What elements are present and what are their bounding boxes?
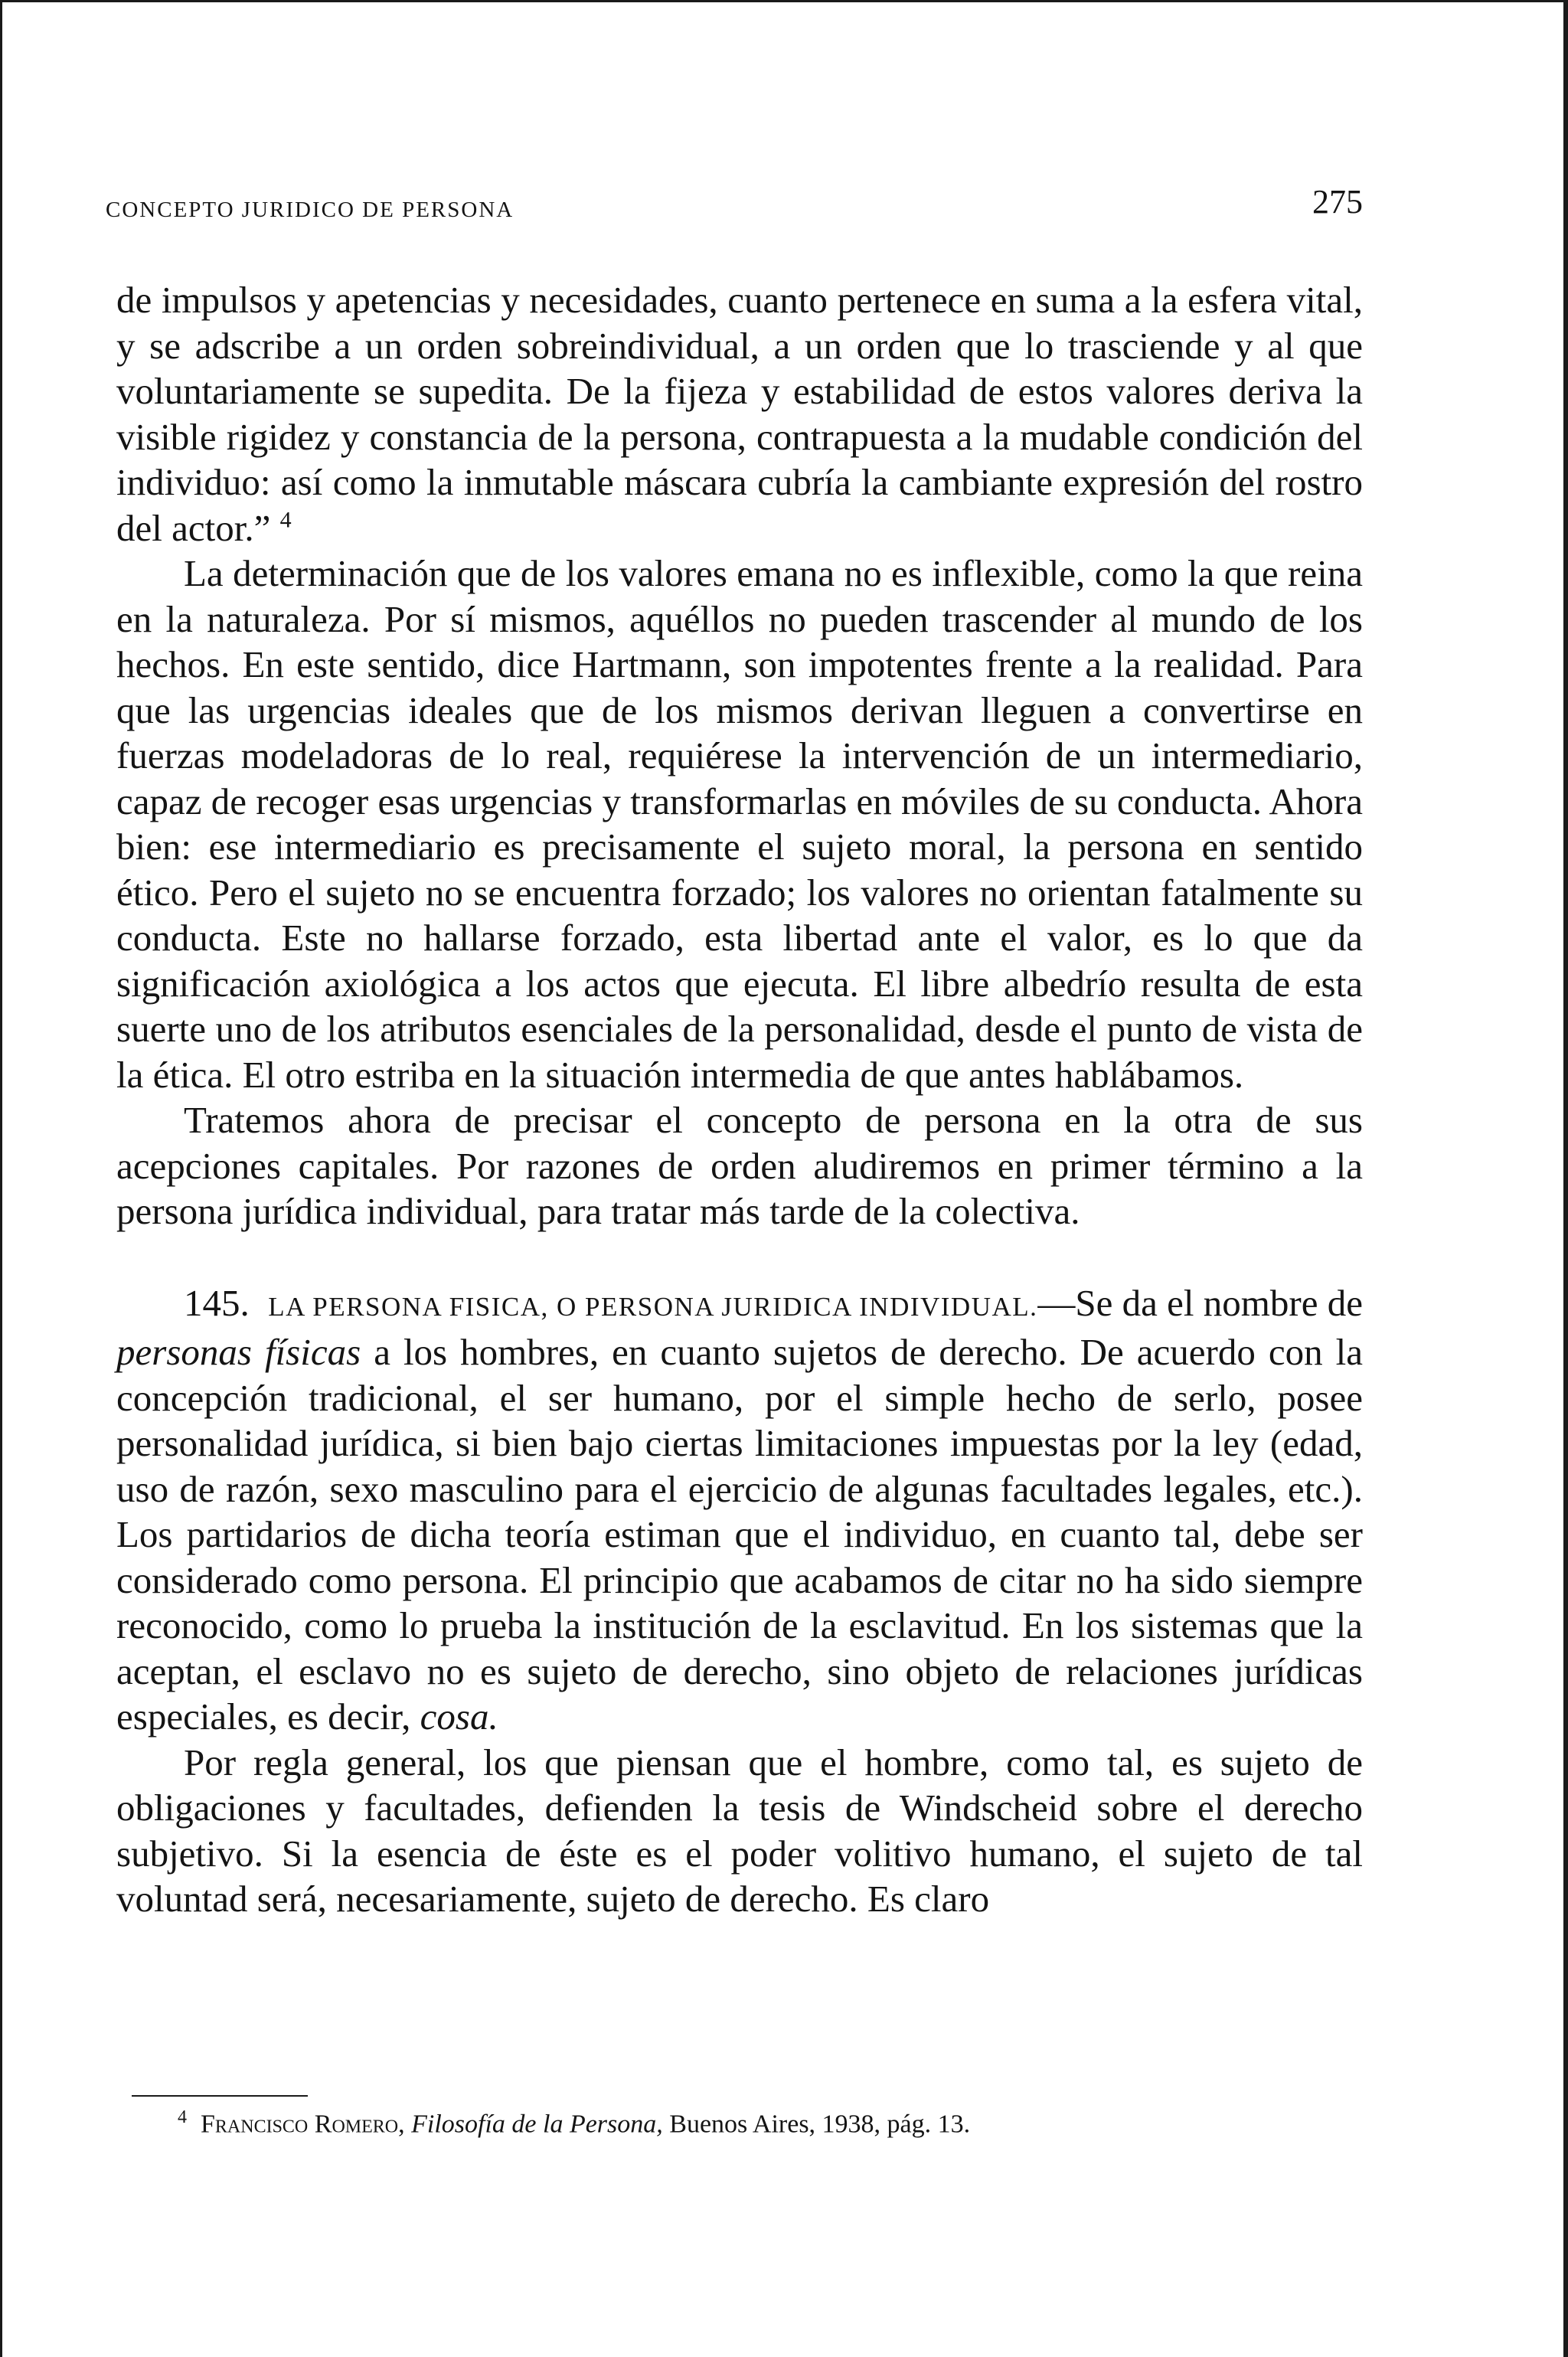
section-number: 145.	[184, 1281, 250, 1324]
page-header	[106, 182, 1363, 228]
paragraph-continued	[116, 277, 1363, 551]
footnote-number: 4	[178, 2107, 187, 2127]
section-heading: LA PERSONA FISICA, O PERSONA JURIDICA INDIVIDUAL.	[268, 1291, 1038, 1322]
running-head: CONCEPTO JURIDICO DE PERSONA	[106, 198, 514, 222]
paragraph: Por regla general, los que piensan que el hombre, como tal, es sujeto de obligaciones y facultades, defienden la tesis de Windscheid sobre el derecho subjetivo. Si la esencia de éste es el poder volitivo humano, el sujeto de tal voluntad será, necesariamente, sujeto de derecho. Es claro	[116, 1741, 1363, 1920]
section-text: Se da el nombre de	[1075, 1281, 1364, 1324]
emphasis-text: personas físicas	[116, 1331, 361, 1373]
page-number: 275	[1312, 183, 1363, 221]
body-text	[116, 277, 1363, 1922]
scan-frame-right	[1563, 0, 1568, 2357]
footnote	[178, 2107, 1372, 2139]
footnote-publication: Buenos Aires, 1938, pág. 13.	[669, 2110, 971, 2139]
section-145	[116, 1280, 1363, 1922]
section-paragraph	[116, 1280, 1363, 1740]
em-dash: —	[1037, 1281, 1076, 1324]
section-text: a los hombres, en cuanto sujetos de derecho. De acuerdo con la concepción tradicional, el ser humano, por el simple hecho de serlo, posee personalidad jurídica, si bien bajo ciertas limitaciones impuestas por la ley (edad, uso de razón, sexo masculino para el ejercicio de algunas facultades legales, etc.). Los partidarios de dicha teoría estiman que el individuo, en cuanto tal, debe ser considerado como persona. El principio que acabamos de citar no ha sido siempre reconocido, como lo prueba la institución de la esclavitud. En los sistemas que la aceptan, el esclavo no es sujeto de derecho, sino objeto de relaciones jurídicas especiales, es decir,	[116, 1331, 1363, 1738]
footnote-author: Francisco Romero,	[201, 2110, 405, 2139]
footnote-reference: 4	[279, 507, 292, 533]
paragraph: Tratemos ahora de precisar el concepto de persona en la otra de sus acepciones capitales. Por razones de orden aludiremos en primer término a la persona jurídica individual, para tratar más tarde de la colectiva.	[116, 1099, 1363, 1232]
scan-frame-top	[0, 0, 1568, 2]
emphasis-text: cosa.	[420, 1695, 498, 1738]
scan-frame-left	[0, 0, 2, 2357]
paragraph-text: de impulsos y apetencias y necesidades, cuanto pertenece en suma a la esfera vital, y se adscribe a un orden sobreindividual, a un orden que lo trasciende y al que voluntariamente se supedita. De la fijeza y estabilidad de estos valores deriva la visible rigidez y constancia de la persona, contrapuesta a la mudable condición del individuo: así como la inmutable máscara cubría la cambiante expresión del rostro del actor.”	[116, 279, 1363, 549]
footnote-title: Filosofía de la Persona,	[411, 2110, 663, 2139]
paragraph: La determinación que de los valores emana no es inflexible, como la que reina en la naturaleza. Por sí mismos, aquéllos no pueden trascender al mundo de los hechos. En este sentido, dice Hartmann, son impotentes frente a la realidad. Para que las urgencias ideales que de los mismos derivan lleguen a convertirse en fuerzas modeladoras de lo real, requiérese la intervención de un intermediario, capaz de recoger esas urgencias y transformarlas en móviles de su conducta. Ahora bien: ese intermediario es precisamente el sujeto moral, la persona en sentido ético. Pero el sujeto no se encuentra forzado; los valores no orientan fatalmente su conducta. Este no hallarse forzado, esta libertad ante el valor, es lo que da significación axiológica a los actos que ejecuta. El libre albedrío resulta de esta suerte uno de los atributos esenciales de la personalidad, desde el punto de vista de la ética. El otro estriba en la situación intermedia de que antes hablábamos.	[116, 552, 1363, 1096]
footnote-rule	[132, 2095, 308, 2097]
